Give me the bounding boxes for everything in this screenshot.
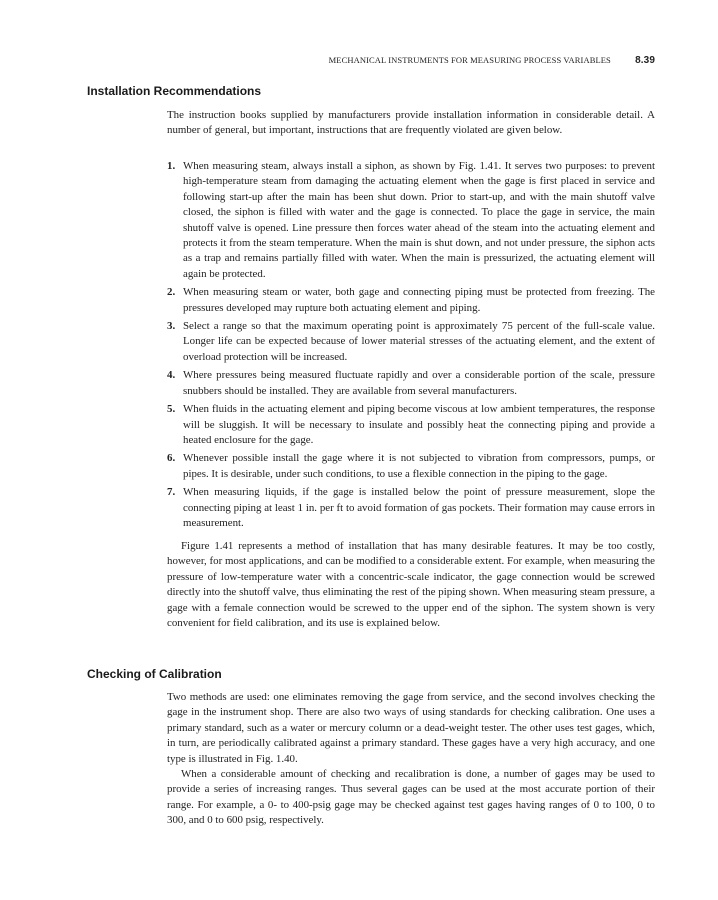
item-text: Where pressures being measured fluctuate rapidly and over a considerable portion of the scale, pressure snubbers should be installed. They are available from several manufacturers. <box>183 369 655 397</box>
intro-paragraph <box>167 108 655 139</box>
item-text: Whenever possible install the gage where it is not subjected to vibration from compressors, pumps, or pipes. It is desirable, under such conditions, to use a flexible connection in the piping to the gage. <box>183 452 655 480</box>
intro-text: The instruction books supplied by manufacturers provide installation information in considerable detail. A number of general, but important, instructions that are frequently violated are given below. <box>167 109 655 137</box>
item-number: 7. <box>167 486 176 499</box>
item-number: 2. <box>167 286 176 299</box>
item-text: Select a range so that the maximum operating point is approximately 75 percent of the full-scale value. Longer life can be expected because of lower material stresses of the actuating element, and the extent of overload protection will be increased. <box>183 320 655 363</box>
list-item <box>167 402 655 448</box>
item-text: When measuring steam, always install a siphon, as shown by Fig. 1.41. It serves two purposes: to prevent high-temperature steam from damaging the actuating element when the gage is first placed in service and following start-up after the main has been shut down. Prior to start-up, and with the main shutoff valve closed, the siphon is filled with water and the gage is connected. To place the gage in service, the main shutoff valve is opened. Line pressure then forces water ahead of the steam into the actuating element and protects it from the steam temperature. When the main is shut down, and not under pressure, the siphon acts as a trap and remains partially filled with water. When the main is pressurized, the actuating element will again be protected. <box>183 160 655 280</box>
calibration-paragraph-2: When a considerable amount of checking and recalibration is done, a number of gages may be used to provide a series of increasing ranges. Thus several gages can be used at the most accurate portion of their range. For example, a 0- to 400-psig gage may be checked against test gages having ranges of 0 to 100, 0 to 300, and 0 to 600 psig, respectively. <box>167 768 655 827</box>
section-heading-calibration: Checking of Calibration <box>87 667 222 681</box>
running-header <box>329 55 655 66</box>
item-number: 5. <box>167 403 176 416</box>
item-text: When measuring steam or water, both gage and connecting piping must be protected from freezing. The pressures developed may rupture both actuating element and piping. <box>183 286 655 314</box>
item-number: 1. <box>167 160 176 172</box>
item-number: 3. <box>167 320 176 333</box>
list-item <box>167 485 655 531</box>
recommendations-list <box>167 159 655 534</box>
item-number: 4. <box>167 369 176 382</box>
running-title: MECHANICAL INSTRUMENTS FOR MEASURING PROCESS VARIABLES <box>328 55 611 65</box>
calibration-paragraph-1: Two methods are used: one eliminates removing the gage from service, and the second involves checking the gage in the instrument shop. There are also two ways of using standards for checking calibration. One uses a primary standard, such as a water or mercury column or a dead-weight tester. The other uses test gages, which, in turn, are periodically calibrated against a primary standard. These gages have a very high accuracy, and one type is illustrated in Fig. 1.40. <box>167 691 655 765</box>
item-text: When measuring liquids, if the gage is installed below the point of pressure measurement, slope the connecting piping at least 1 in. per ft to avoid formation of gas pockets. Their formation may cause errors in measurement. <box>183 486 655 529</box>
list-item <box>167 285 655 316</box>
figure-discussion-paragraph <box>167 539 655 631</box>
item-number: 6. <box>167 452 176 465</box>
list-item <box>167 159 655 282</box>
item-text: When fluids in the actuating element and piping become viscous at low ambient temperatures, the response will be sluggish. It will be necessary to insulate and possibly heat the connecting piping and provide a heated enclosure for the gage. <box>183 403 655 446</box>
page-number: 8.39 <box>635 55 655 66</box>
calibration-body <box>167 690 655 829</box>
figure-discussion-text: Figure 1.41 represents a method of installation that has many desirable features. It may be too costly, however, for most applications, and can be modified to a considerable extent. For example, when measuring the pressure of low-temperature water with a concentric-scale indicator, the gage connection would be screwed directly into the shutoff valve, thus eliminating the rest of the piping shown. When measuring steam pressure, a gage with a female connection would be screwed to the upper end of the siphon. The system shown is very convenient for field calibration, and its use is explained below. <box>167 540 655 630</box>
list-item <box>167 451 655 482</box>
list-item <box>167 368 655 399</box>
list-item <box>167 319 655 365</box>
section-heading-installation: Installation Recommendations <box>87 84 262 98</box>
